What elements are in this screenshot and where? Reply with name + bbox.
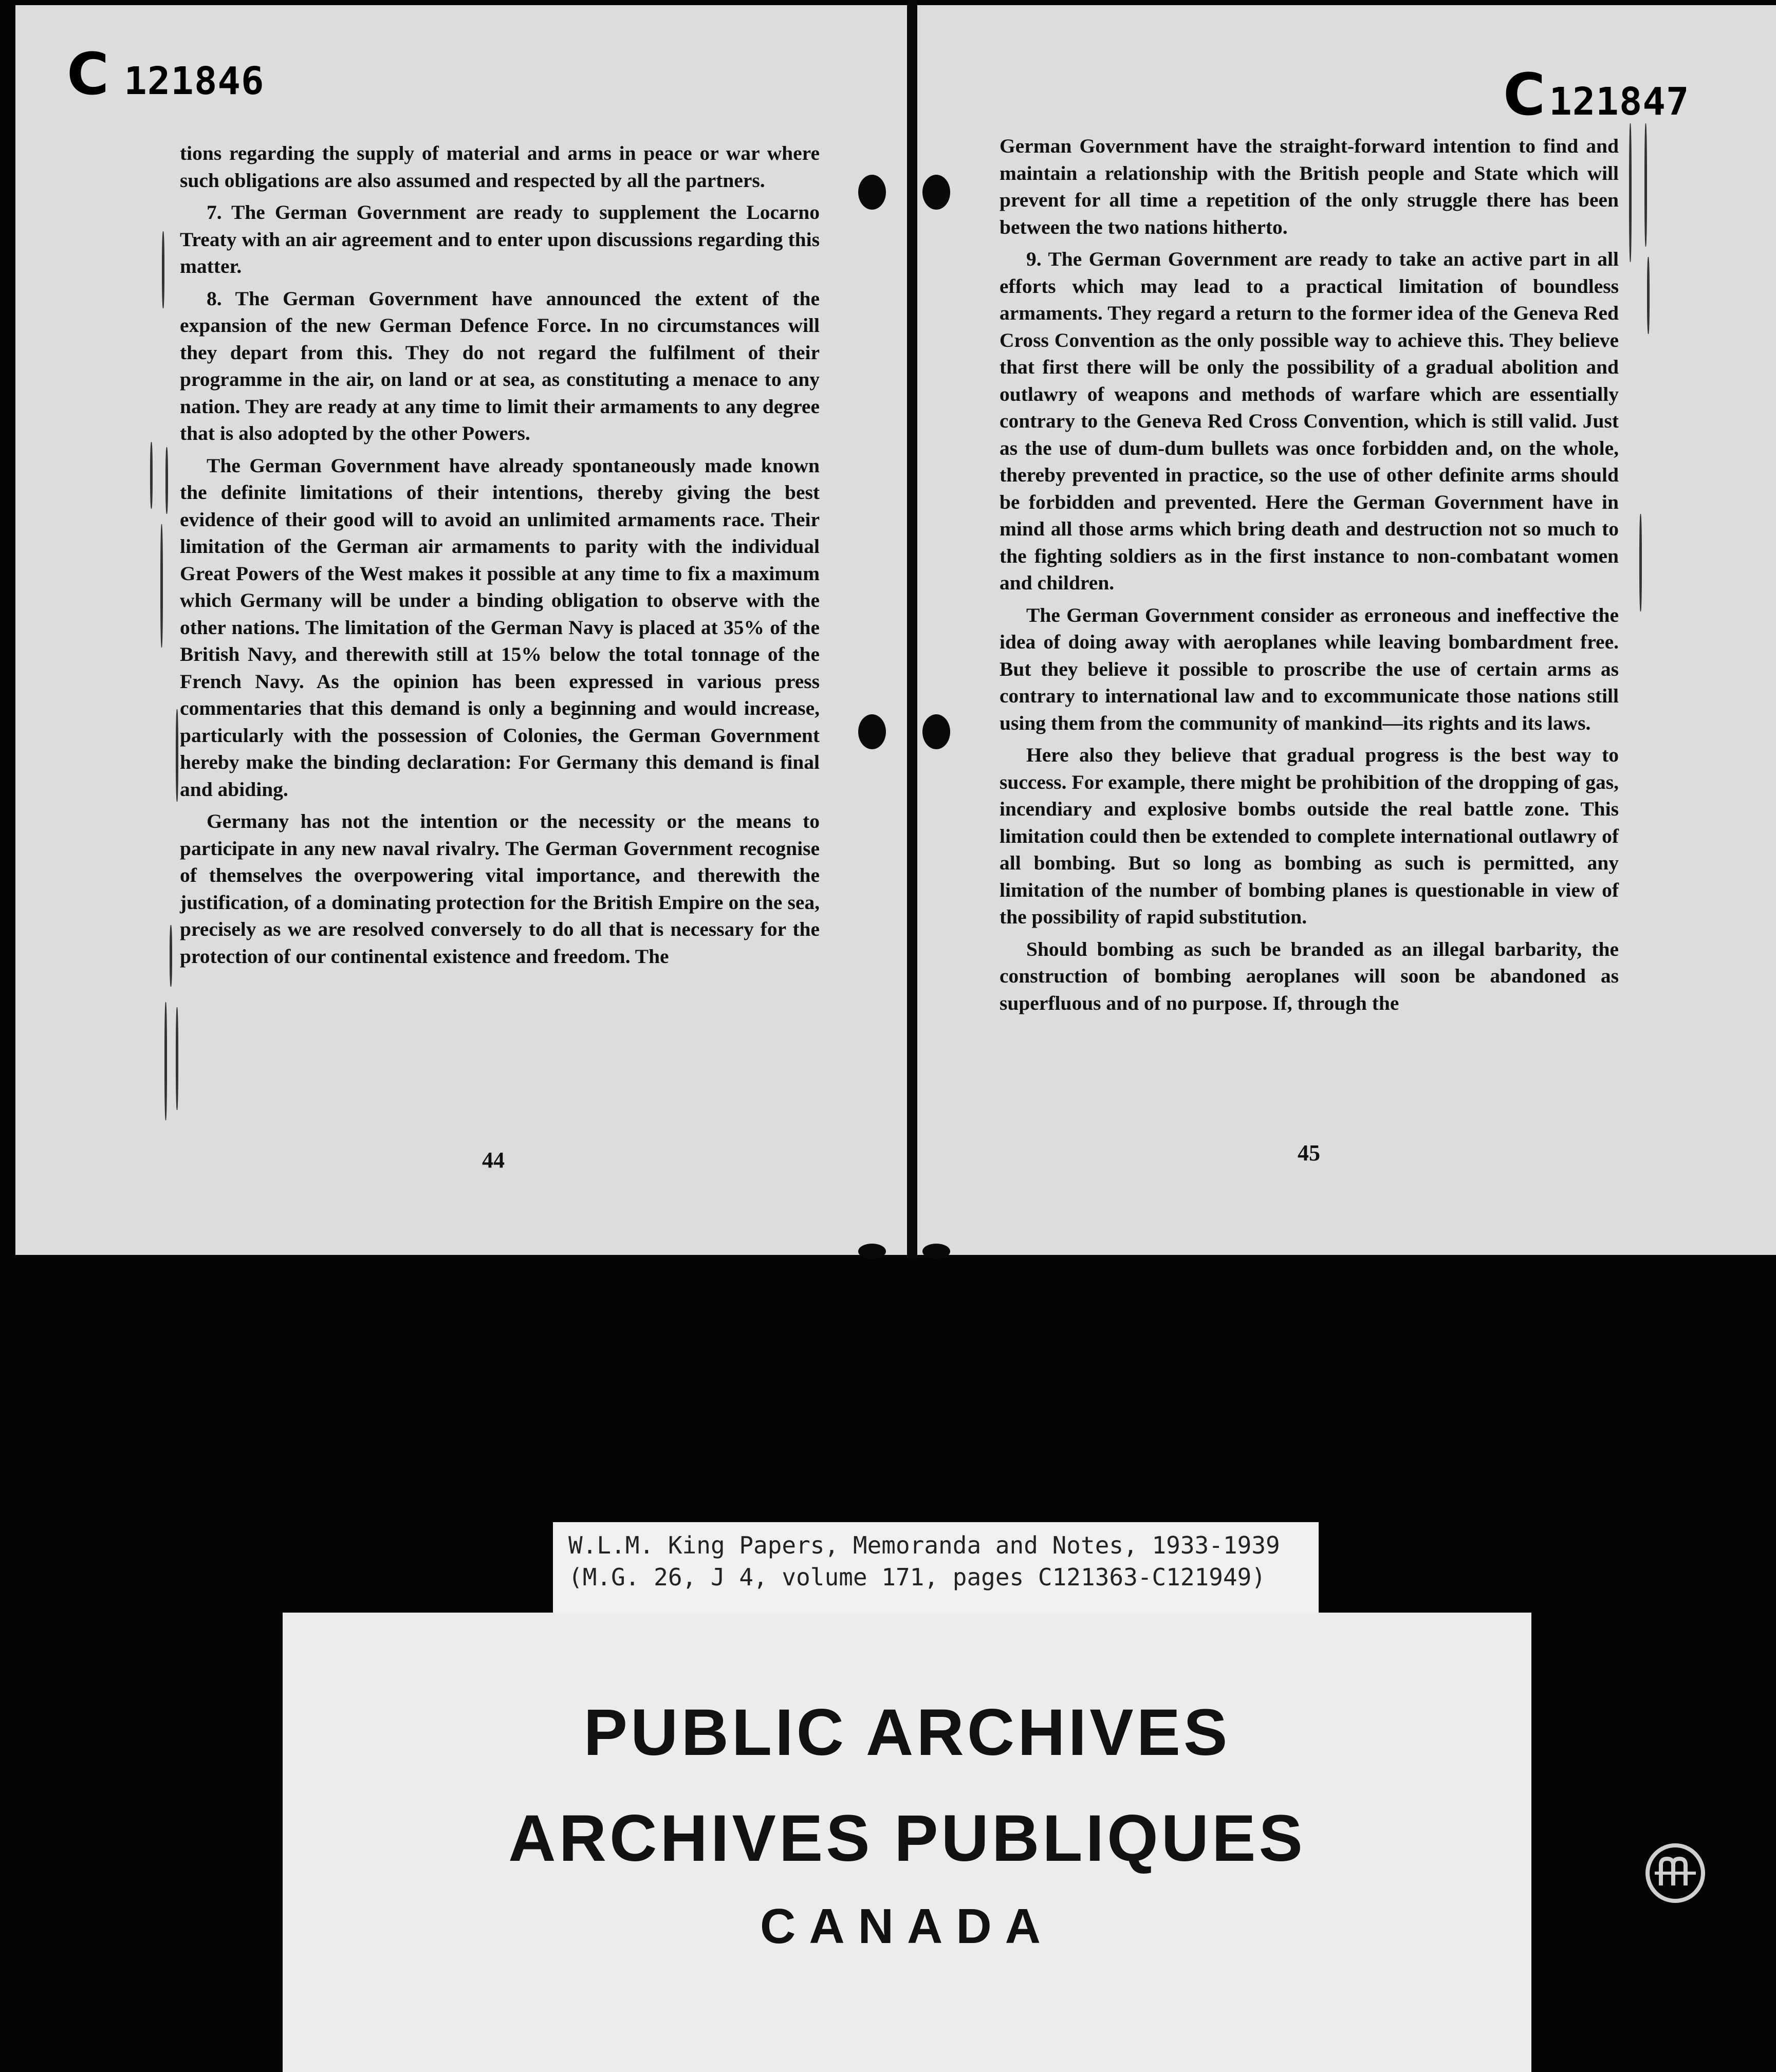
stamp-number: 121847: [1549, 80, 1690, 124]
stamp-number: 121846: [124, 59, 265, 103]
margin-mark: [1629, 123, 1632, 262]
margin-mark: [176, 709, 178, 802]
paragraph: 8. The German Government have announced the extent of the expansion of the new German Defence Force. In no circumstances will they depart from this. They do not regard the fulfilment of their programme in the air, on land or at sea, as constituting a menace to any nation. They are ready at any time to limit their armaments to any degree that is also adopted by the other Powers.: [180, 287, 820, 445]
binding-hole: [922, 1244, 950, 1259]
binding-hole: [922, 714, 950, 749]
paragraph: Here also they believe that gradual progress is the best way to success. For example, there might be prohibition of the dropping of gas, incendiary and explosive bombs outside the real battle zone. This limitation could then be extended to complete international outlawry of all bombing. But so long as bombing as such is permitted, any limitation of the number of bombing planes is questionable in view of the possibility of rapid substitution.: [1000, 744, 1619, 928]
binding-hole: [922, 175, 950, 210]
stamp-letter: C: [67, 41, 110, 108]
archives-title-french: ARCHIVES PUBLIQUES: [508, 1802, 1306, 1875]
margin-mark: [160, 524, 163, 647]
left-page-text: [180, 140, 820, 975]
paragraph-text: The German Government have already spontaneously made known the definite limitations of their intentions, thereby giving the best evidence of their good will to avoid an unlimited armaments race. Their limitation of the German air armaments to parity with the individual Great Powers of the West makes it possible at any time to fix a maximum which Germany will be under a binding obligation to observe with the other nations. The limitation of the German Navy is placed at 35% of the British Navy, and therewith still at 15% below the total tonnage of the French Navy. As the opinion has been expressed in various press commentaries that this demand is only a beginning and would increase, particularly with the possession of Colonies, the German Government hereby make the binding declaration:: [180, 454, 820, 773]
margin-mark: [165, 447, 168, 514]
margin-mark: [162, 231, 164, 308]
paragraph: 7. The German Government are ready to supplement the Locarno Treaty with an air agreement and to enter upon discussions regarding this matter.: [180, 201, 820, 278]
binding-hole: [858, 175, 886, 210]
paragraph: Should bombing as such be branded as an illegal barbarity, the construction of bombing aeroplanes will soon be abandoned as superfluous and of no purpose. If, through the: [1000, 937, 1619, 1014]
left-page: [15, 5, 907, 1255]
reference-stamp-right: [1503, 62, 1690, 128]
page-number-right: 45: [1298, 1140, 1320, 1166]
index-label-line: (M.G. 26, J 4, volume 171, pages C121363-C121949): [568, 1563, 1266, 1591]
archives-card: [283, 1613, 1531, 2072]
right-page: [917, 5, 1776, 1255]
index-label: [553, 1522, 1319, 1615]
paragraph: The German Government consider as erroneous and ineffective the idea of doing away with aeroplanes while leaving bombardment free. But they believe it possible to proscribe the use of certain arms as contrary to international law and to excommunicate those nations still using them from the community of mankind—its rights and its laws.: [1000, 603, 1619, 734]
reference-stamp-left: [67, 41, 265, 108]
stamp-letter: C: [1503, 62, 1546, 128]
paragraph-with-emphasis: [180, 452, 820, 803]
archives-country: CANADA: [760, 1899, 1054, 1954]
margin-mark: [164, 1002, 167, 1120]
right-page-text: [1000, 133, 1619, 1022]
book-gutter: [907, 0, 917, 1259]
page-number-left: 44: [482, 1148, 505, 1173]
margin-mark: [1647, 257, 1650, 334]
binding-hole: [858, 714, 886, 749]
margin-mark: [150, 442, 153, 509]
emphasis-text: For Germany this demand is final and abiding.: [180, 751, 820, 801]
paragraph: German Government have the straight-forward intention to find and maintain a relationship with the British people and State which will prevent for all time a repetition of the only struggle there has been between the two nations hitherto.: [1000, 135, 1619, 238]
paragraph: Germany has not the intention or the necessity or the means to participate in any new naval rivalry. The German Government recognise of themselves the overpowering vital importance, and therewith the justification, of a dominating protection for the British Empire on the sea, precisely as we are resolved conversely to do all that is necessary for the protection of our continental existence and freedom. The: [180, 810, 820, 968]
margin-mark: [176, 1007, 178, 1110]
margin-mark: [170, 925, 172, 987]
binding-hole: [858, 1244, 886, 1259]
paragraph: 9. The German Government are ready to take an active part in all efforts which may lead to a practical limitation of boundless armaments. They regard a return to the former idea of the Geneva Red Cross Convention as the only possible way to achieve this. They believe that first there will be only the possibility of a gradual abolition and outlawry of weapons and methods of warfare which are essentially contrary to the Geneva Red Cross Convention, which is still valid. Just as the use of dum-dum bullets was once forbidden and, on the whole, thereby prevented in practice, so the use of other definite arms should be forbidden and prevented. Here the German Government have in mind all those arms which bring death and destruction not so much to the fighting soldiers as in the first instance to non-combatant women and children.: [1000, 248, 1619, 594]
microfilm-logo-icon: [1644, 1842, 1706, 1904]
paragraph: tions regarding the supply of material and arms in peace or war where such obligations are also assumed and respected by all the partners.: [180, 142, 820, 192]
margin-mark: [1639, 514, 1642, 612]
index-label-line: W.L.M. King Papers, Memoranda and Notes, 1933-1939: [568, 1531, 1280, 1559]
margin-mark: [1644, 123, 1647, 247]
archives-title-english: PUBLIC ARCHIVES: [583, 1696, 1231, 1769]
